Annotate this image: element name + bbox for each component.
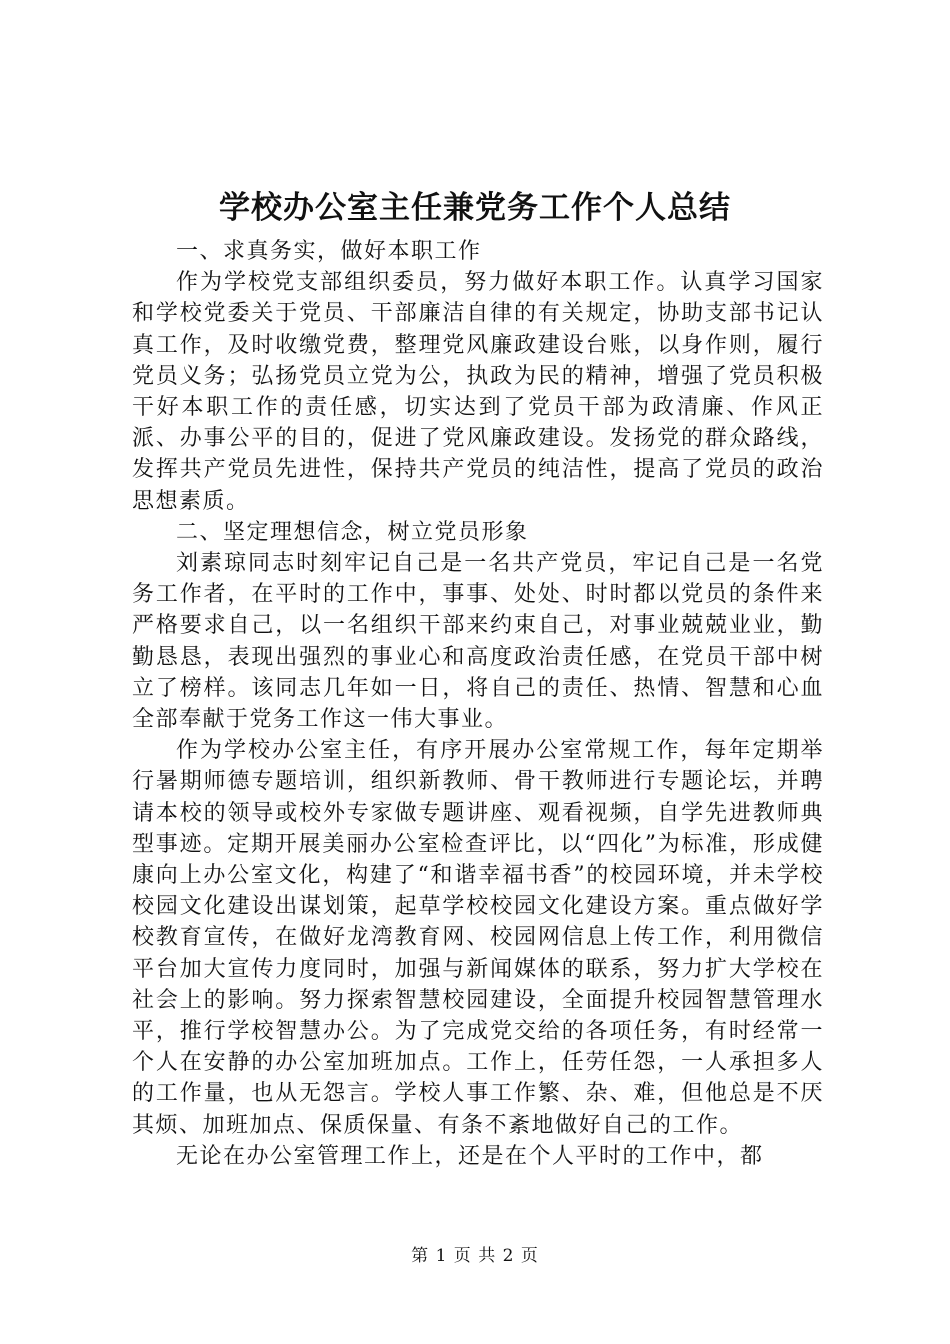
document-title: 学校办公室主任兼党务工作个人总结 (219, 190, 731, 226)
page-number-footer: 第 1 页 共 2 页 (411, 1246, 539, 1266)
document-body (132, 236, 824, 1172)
paragraph: 刘素琼同志时刻牢记自己是一名共产党员，牢记自己是一名党务工作者，在平时的工作中，事事、处处、时时都以党员的条件来严格要求自己，以一名组织干部来约束自己，对事业兢兢业业，勤勤恳恳，表现出强烈的事业心和高度政治责任感，在党员干部中树立了榜样。该同志几年如一日，将自己的责任、热情、智慧和心血全部奉献于党务工作这一伟大事业。 (132, 551, 824, 733)
section-heading-1: 一、求真务实，做好本职工作 (176, 239, 482, 264)
paragraph: 作为学校办公室主任，有序开展办公室常规工作，每年定期举行暑期师德专题培训，组织新教师、骨干教师进行专题论坛，并聘请本校的领导或校外专家做专题讲座、观看视频，自学先进教师典型事迹。定期开展美丽办公室检查评比，以“四化”为标准，形成健康向上办公室文化，构建了“和谐幸福书香”的校园环境，并未学校校园文化建设出谋划策，起草学校校园文化建设方案。重点做好学校教育宣传，在做好龙湾教育网、校园网信息上传工作，利用微信平台加大宣传力度同时，加强与新闻媒体的联系，努力扩大学校在社会上的影响。努力探索智慧校园建设，全面提升校园智慧管理水平，推行学校智慧办公。为了完成党交给的各项任务，有时经常一个人在安静的办公室加班加点。工作上，任劳任怨，一人承担多人的工作量，也从无怨言。学校人事工作繁、杂、难，但他总是不厌其烦、加班加点、保质保量、有条不紊地做好自己的工作。 (132, 738, 824, 1138)
paragraph: 无论在办公室管理工作上，还是在个人平时的工作中，都 (176, 1143, 764, 1169)
paragraph: 作为学校党支部组织委员，努力做好本职工作。认真学习国家和学校党委关于党员、干部廉洁自律的有关规定，协助支部书记认真工作，及时收缴党费，整理党风廉政建设台账，以身作则，履行党员义务；弘扬党员立党为公，执政为民的精神，增强了党员积极干好本职工作的责任感，切实达到了党员干部为政清廉、作风正派、办事公平的目的，促进了党风廉政建设。发扬党的群众路线，发挥共产党员先进性，保持共产党员的纯洁性，提高了党员的政治思想素质。 (132, 270, 824, 514)
section-heading-2: 二、坚定理想信念，树立党员形象 (176, 519, 529, 545)
